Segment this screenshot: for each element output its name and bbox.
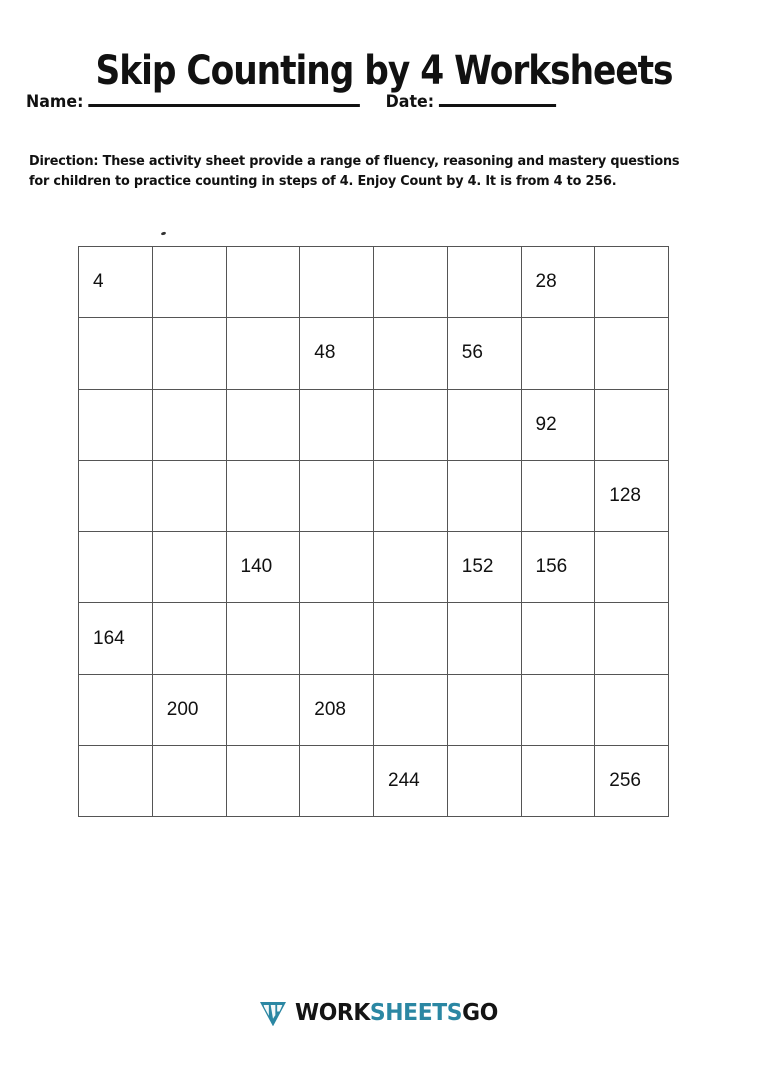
grid-cell-blank[interactable] <box>595 389 669 460</box>
grid-cell-blank[interactable] <box>447 674 521 745</box>
grid-cell-blank[interactable] <box>374 318 448 389</box>
grid-cell-filled: 152 <box>447 532 521 603</box>
number-grid-body <box>79 247 669 817</box>
grid-cell-filled: 92 <box>521 389 595 460</box>
grid-row <box>79 532 669 603</box>
grid-cell-blank[interactable] <box>521 603 595 674</box>
name-date-row <box>26 90 692 112</box>
grid-cell-blank[interactable] <box>226 674 300 745</box>
grid-row <box>79 674 669 745</box>
grid-cell-blank[interactable] <box>595 603 669 674</box>
grid-cell-filled: 156 <box>521 532 595 603</box>
grid-cell-filled: 256 <box>595 746 669 817</box>
grid-cell-blank[interactable] <box>521 674 595 745</box>
grid-cell-blank[interactable] <box>226 746 300 817</box>
name-write-in-line[interactable] <box>88 90 360 107</box>
grid-cell-blank[interactable] <box>300 460 374 531</box>
grid-cell-blank[interactable] <box>521 318 595 389</box>
grid-cell-blank[interactable] <box>79 674 153 745</box>
grid-cell-blank[interactable] <box>79 389 153 460</box>
brand-wordmark <box>294 999 498 1026</box>
skip-counting-grid <box>78 246 668 817</box>
page-title: Skip Counting by 4 Worksheets <box>95 47 673 94</box>
grid-cell-blank[interactable] <box>152 318 226 389</box>
grid-cell-filled: 128 <box>595 460 669 531</box>
grid-cell-blank[interactable] <box>152 389 226 460</box>
grid-cell-filled: 164 <box>79 603 153 674</box>
grid-cell-blank[interactable] <box>374 532 448 603</box>
grid-cell-blank[interactable] <box>300 389 374 460</box>
grid-cell-blank[interactable] <box>374 460 448 531</box>
grid-cell-blank[interactable] <box>152 460 226 531</box>
grid-cell-blank[interactable] <box>152 532 226 603</box>
grid-cell-blank[interactable] <box>374 247 448 318</box>
grid-cell-blank[interactable] <box>447 460 521 531</box>
grid-row <box>79 746 669 817</box>
grid-cell-blank[interactable] <box>152 247 226 318</box>
grid-cell-blank[interactable] <box>521 460 595 531</box>
grid-cell-filled: 4 <box>79 247 153 318</box>
grid-cell-blank[interactable] <box>79 746 153 817</box>
footer-branding <box>0 1000 768 1026</box>
grid-cell-blank[interactable] <box>152 603 226 674</box>
grid-cell-blank[interactable] <box>79 460 153 531</box>
grid-cell-blank[interactable] <box>300 247 374 318</box>
name-label: Name: <box>26 92 84 112</box>
grid-cell-blank[interactable] <box>152 746 226 817</box>
number-grid-table <box>78 246 669 817</box>
grid-cell-blank[interactable] <box>447 247 521 318</box>
grid-cell-filled: 244 <box>374 746 448 817</box>
date-label: Date: <box>385 92 435 112</box>
grid-cell-blank[interactable] <box>300 746 374 817</box>
worksheetsgo-logo-icon <box>260 1000 286 1026</box>
grid-row <box>79 460 669 531</box>
grid-cell-blank[interactable] <box>226 460 300 531</box>
grid-cell-blank[interactable] <box>447 603 521 674</box>
grid-row <box>79 603 669 674</box>
grid-cell-blank[interactable] <box>595 674 669 745</box>
grid-cell-filled: 56 <box>447 318 521 389</box>
grid-row <box>79 318 669 389</box>
grid-cell-blank[interactable] <box>595 247 669 318</box>
grid-cell-blank[interactable] <box>226 389 300 460</box>
grid-cell-blank[interactable] <box>226 318 300 389</box>
grid-cell-filled: 48 <box>300 318 374 389</box>
grid-cell-blank[interactable] <box>374 389 448 460</box>
directions-text: Direction: These activity sheet provide a range of fluency, reasoning and mastery questions for children to practice counting in steps of 4. Enjoy Count by 4. It is from 4 to 256. <box>29 152 680 189</box>
grid-cell-blank[interactable] <box>374 674 448 745</box>
grid-row <box>79 247 669 318</box>
grid-cell-blank[interactable] <box>447 389 521 460</box>
grid-cell-blank[interactable] <box>595 318 669 389</box>
grid-cell-blank[interactable] <box>79 318 153 389</box>
grid-cell-filled: 208 <box>300 674 374 745</box>
grid-cell-blank[interactable] <box>595 532 669 603</box>
grid-cell-filled: 28 <box>521 247 595 318</box>
brand-word-work: WORK <box>294 999 370 1026</box>
grid-cell-filled: 140 <box>226 532 300 603</box>
brand-word-sheets: SHEETS <box>369 999 462 1026</box>
scan-speck-artifact <box>161 231 167 235</box>
grid-cell-blank[interactable] <box>521 746 595 817</box>
grid-cell-blank[interactable] <box>300 603 374 674</box>
grid-cell-blank[interactable] <box>447 746 521 817</box>
grid-cell-blank[interactable] <box>226 603 300 674</box>
grid-cell-blank[interactable] <box>79 532 153 603</box>
brand-word-go: GO <box>461 999 498 1026</box>
grid-cell-filled: 200 <box>152 674 226 745</box>
date-write-in-line[interactable] <box>439 90 556 107</box>
grid-row <box>79 389 669 460</box>
grid-cell-blank[interactable] <box>226 247 300 318</box>
grid-cell-blank[interactable] <box>374 603 448 674</box>
grid-cell-blank[interactable] <box>300 532 374 603</box>
